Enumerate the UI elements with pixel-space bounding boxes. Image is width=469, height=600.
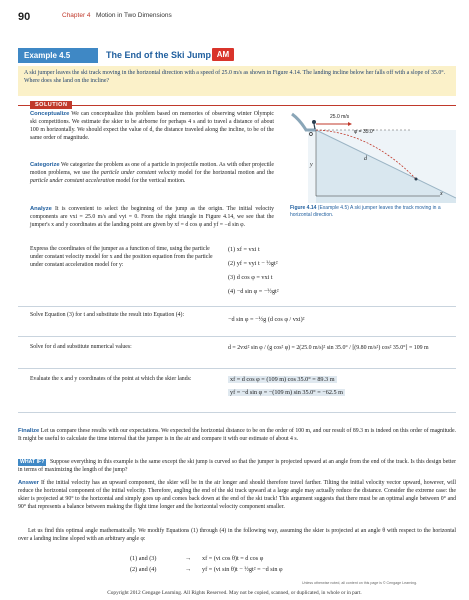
equation-pair-label: (1) and (3) <box>130 555 157 562</box>
categorize-term: Categorize <box>30 162 60 168</box>
figure-caption-text: (Example 4.5) A ski jumper leaves the track moving in a horizontal direction. <box>290 205 441 218</box>
arrow-icon: → <box>185 566 192 573</box>
x-label: x <box>440 191 443 197</box>
step-2-text: Solve Equation (3) for t and substitute the result into Equation (4): <box>30 312 185 318</box>
y-landing-result: yf = −d sin φ = −(109 m) sin 35.0° = −62.5 m <box>230 389 343 396</box>
solution-label: SOLUTION <box>30 101 72 109</box>
solution-step-4 <box>30 376 456 406</box>
origin-label: O <box>309 132 313 138</box>
x-landing-result: xf = d cos φ = (109 m) cos 35.0° = 89.3 m <box>230 376 335 383</box>
speed-label: 25.0 m/s <box>330 114 350 120</box>
equation-1: (1) xf = vxi t <box>228 246 260 253</box>
modified-x-equation: xf = (vi cos θ)t = d cos φ <box>202 555 264 562</box>
categorize-text-b: model for the horizontal motion and the <box>176 169 274 176</box>
y-landing-equation <box>228 389 345 398</box>
d-label: d <box>364 156 367 162</box>
content-rights-note: Unless otherwise noted, all content on this page is © Cengage Learning. <box>302 581 418 585</box>
y-label: y <box>310 162 313 168</box>
modified-y-equation: yf = (vi sin θ)t − ½gt² = −d sin φ <box>202 566 283 573</box>
conceptualize-term: Conceptualize <box>30 111 70 117</box>
conceptualize-paragraph <box>30 111 274 143</box>
answer-paragraph <box>18 480 456 512</box>
ski-jump-figure <box>290 108 456 203</box>
angle-label: φ = 35.0° <box>354 129 375 135</box>
modified-equation-row <box>130 555 410 566</box>
x-landing-equation <box>228 376 337 385</box>
whatif-paragraph <box>18 459 456 475</box>
step-3-text: Solve for d and substitute numerical values: <box>30 344 132 350</box>
chapter-title: Motion in Two Dimensions <box>95 12 172 19</box>
equation-pair-label: (2) and (4) <box>130 566 157 573</box>
modified-equation-row <box>130 566 410 577</box>
conceptualize-text: We can conceptualize this problem based on memories of observing winter Olympic ski competitions. We estimate the skier to be airborne for perhaps 4 s and to travel a distance of about 100 m horizontally. We should expect the value of d, the distance traveled along the incline, to be of the same order of magnitude. <box>30 111 274 141</box>
example-title-bar <box>18 48 456 63</box>
step-separator <box>18 412 456 413</box>
categorize-model-1: particle under constant velocity <box>101 169 177 176</box>
analyze-paragraph <box>30 206 274 230</box>
step-1-text: Express the coordinates of the jumper as a function of time, using the particle under constant velocity model for x and the position equation from the particle under constant acceleration model for y: <box>30 246 213 268</box>
equation-2: (2) yf = vyi t − ½gt² <box>228 260 278 267</box>
step-separator <box>18 336 456 337</box>
chapter-label <box>62 12 172 21</box>
whatif-tag: WHAT IF? <box>20 459 45 465</box>
chapter-number: Chapter 4 <box>62 12 91 19</box>
categorize-paragraph <box>30 162 274 186</box>
distance-result: d = 2vxi² sin φ / (g cos² φ) = 2(25.0 m/s)² sin 35.0° / [(9.80 m/s²) cos² 35.0°] = 109 m <box>228 345 429 351</box>
analyze-term: Analyze <box>30 206 52 212</box>
equation-3: (3) d cos φ = vxi t <box>228 274 273 281</box>
step-separator <box>18 368 456 369</box>
page-number: 90 <box>18 11 31 23</box>
step-4-text: Evaluate the x and y coordinates of the point at which the skier lands: <box>30 376 192 382</box>
step-separator <box>18 306 456 307</box>
categorize-model-2: particle under constant acceleration <box>30 177 115 184</box>
answer-text: If the initial velocity has an upward component, the skier will be in the air longer and should therefore travel farther. Tilting the initial velocity vector upward, however, will reduce the horizontal component of the initial velocity. Therefore, angling the end of the ski track upward at a large angle may actually reduce the distance. Consider the extreme case: the skier is projected at 90° to the horizontal and simply goes up and comes back down at the end of the ski track! This argument suggests that there must be an optimal angle between 0° and 90° that represents a balance between making the flight time longer and the horizontal velocity component smaller. <box>18 480 456 510</box>
solution-step-1 <box>30 246 456 314</box>
distance-equation <box>228 344 429 352</box>
page-header <box>0 0 469 28</box>
figure-caption <box>290 205 456 219</box>
categorize-text-c: model for the vertical motion. <box>114 177 186 184</box>
whatif-text: Suppose everything in this example is the same except the ski jump is curved so that the jumper is projected upward at an angle from the end of the track. Is this design better in terms of maximizing the length of the jump? <box>18 459 456 473</box>
answer-continuation: Let us find this optimal angle mathematically. We modify Equations (1) through (4) in the following way, assuming the skier is projected at an angle θ with respect to the horizontal over a landing incline sloped with an arbitrary angle φ: <box>18 528 456 542</box>
landing-point <box>415 178 418 181</box>
problem-statement: A ski jumper leaves the ski track moving in the horizontal direction with a speed of 25.0 m/s as shown in Figure 4.14. The landing incline below her falls off with a slope of 35.0°. Where does she land on the incline? <box>18 66 456 96</box>
finalize-term: Finalize <box>18 428 40 434</box>
example-title: The End of the Ski Jump <box>106 50 212 60</box>
skier-icon <box>312 120 316 124</box>
equation-4: (4) −d sin φ = −½gt² <box>228 288 279 295</box>
substitution-equation: −d sin φ = −½g (d cos φ / vxi)² <box>228 316 305 323</box>
answer-term: Answer <box>18 480 39 486</box>
solution-step-2 <box>30 312 456 334</box>
modified-equations <box>130 555 410 577</box>
solution-step-3 <box>30 344 456 366</box>
finalize-paragraph <box>18 428 456 444</box>
solution-divider <box>18 105 456 106</box>
categorize-text-a: We categorize the problem as one of a particle in projectile motion. As with other projectile motion problems, we use the <box>30 162 274 176</box>
example-number: Example 4.5 <box>18 48 98 63</box>
finalize-text: Let us compare these results with our expectations. We expected the horizontal distance to be on the order of 100 m, and our result of 89.3 m is indeed on this order of magnitude. It might be useful to calculate the time interval that the jumper is in the air and compare it with our estimate of about 4 s. <box>18 428 456 442</box>
figure-caption-label: Figure 4.14 <box>290 205 317 211</box>
copyright-notice: Copyright 2012 Cengage Learning. All Rights Reserved. May not be copied, scanned, or duplicated, in whole or in part. <box>107 590 362 596</box>
arrow-icon: → <box>185 555 192 562</box>
analyze-text: It is convenient to select the beginning of the jump as the origin. The initial velocity components are vxi = 25.0 m/s and vyi = 0. From the right triangle in Figure 4.14, we see that the jumper's x and y coordinates at the landing point are given by xf = d cos φ and yf = −d sin φ. <box>30 206 274 228</box>
analysis-model-badge: AM <box>212 48 234 61</box>
